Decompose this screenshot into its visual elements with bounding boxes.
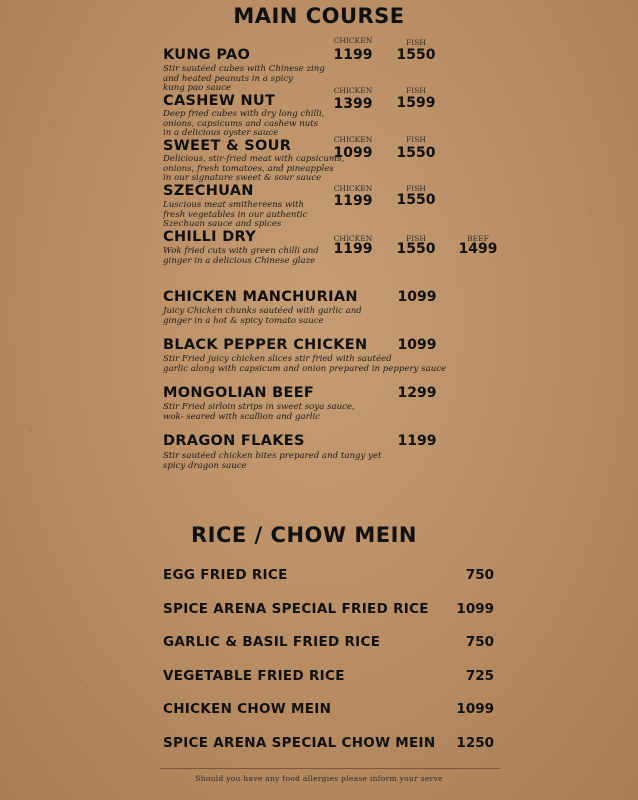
rice-item-price: 750 bbox=[465, 567, 494, 583]
dish-description: Stir Fried sirloin strips in sweet soya sauce, wok- seared with scallion and garlic bbox=[163, 402, 355, 422]
dish-name: SWEET & SOUR bbox=[163, 138, 292, 154]
paper-speck bbox=[610, 520, 612, 522]
price-label: BEEF bbox=[467, 234, 489, 243]
dish-price: 1550 bbox=[396, 145, 436, 161]
footer-divider bbox=[160, 768, 500, 769]
dish-name: KUNG PAO bbox=[163, 47, 251, 63]
dish-description: Stir sautéed cubes with Chinese zing and heated peanuts in a spicy kung pao sauce bbox=[163, 64, 325, 94]
paper-speck bbox=[52, 120, 54, 122]
rice-item-name: VEGETABLE FRIED RICE bbox=[163, 668, 345, 684]
paper-speck bbox=[590, 210, 592, 212]
rice-item-price: 1099 bbox=[456, 601, 494, 617]
rice-item-price: 1250 bbox=[456, 735, 494, 751]
dish-price: 1099 bbox=[333, 145, 373, 161]
dish-description: Deep fried cubes with dry long chilli, onions, capsicums and cashew nuts in a delicious oyster sauce bbox=[163, 109, 325, 139]
dish-price: 1599 bbox=[396, 95, 436, 111]
rice-item-name: GARLIC & BASIL FRIED RICE bbox=[163, 634, 381, 650]
rice-item-name: EGG FRIED RICE bbox=[163, 567, 288, 583]
rice-item-price: 725 bbox=[465, 668, 494, 684]
dish-price: 1550 bbox=[396, 192, 436, 208]
dish-name: MONGOLIAN BEEF bbox=[163, 385, 315, 401]
dish-name: SZECHUAN bbox=[163, 183, 254, 199]
allergy-notice: Should you have any food allergies please inform your serve bbox=[195, 774, 443, 783]
dish-description: Juicy Chicken chunks sautéed with garlic and ginger in a hot & spicy tomato sauce bbox=[163, 306, 362, 326]
price-label: FISH bbox=[406, 234, 426, 243]
dish-name: DRAGON FLAKES bbox=[163, 433, 305, 449]
dish-name: CHILLI DRY bbox=[163, 229, 257, 245]
price-label: FISH bbox=[406, 184, 426, 193]
price-label: CHICKEN bbox=[333, 234, 373, 243]
price-label: FISH bbox=[406, 38, 426, 47]
paper-speck bbox=[30, 430, 32, 432]
dish-price: 1399 bbox=[333, 96, 373, 112]
dish-price: 1299 bbox=[397, 385, 437, 401]
dish-name: CASHEW NUT bbox=[163, 93, 276, 109]
price-label: FISH bbox=[406, 86, 426, 95]
dish-description: Stir Fried juicy chicken slices stir fried with sautéed garlic along with capsicum and onion prepared in peppery sauce bbox=[163, 354, 447, 374]
dish-description: Delicious, stir-fried meat with capsicums, onions, fresh tomatoes, and pineapples in our signature sweet & sour sauce bbox=[163, 154, 345, 184]
rice-item-name: SPICE ARENA SPECIAL CHOW MEIN bbox=[163, 735, 436, 751]
dish-price: 1199 bbox=[397, 433, 437, 449]
rice-section-title: RICE / CHOW MEIN bbox=[191, 523, 417, 547]
rice-item-name: CHICKEN CHOW MEIN bbox=[163, 701, 332, 717]
dish-price: 1199 bbox=[333, 193, 373, 209]
dish-price: 1550 bbox=[396, 47, 436, 63]
dish-description: Wok fried cuts with green chilli and ginger in a delicious Chinese glaze bbox=[163, 246, 319, 266]
dish-description: Stir sautéed chicken bites prepared and tangy yet spicy dragon sauce bbox=[163, 451, 382, 471]
main-course-title: MAIN COURSE bbox=[233, 4, 405, 28]
paper-speck bbox=[80, 680, 82, 682]
price-label: CHICKEN bbox=[333, 86, 373, 95]
dish-price: 1199 bbox=[333, 241, 373, 257]
price-label: FISH bbox=[406, 135, 426, 144]
dish-price: 1199 bbox=[333, 47, 373, 63]
price-label: CHICKEN bbox=[333, 36, 373, 45]
dish-price: 1099 bbox=[397, 289, 437, 305]
dish-description: Luscious meat smithereens with fresh vegetables in our authentic Szechuan sauce and spices bbox=[163, 200, 308, 230]
rice-item-price: 1099 bbox=[456, 701, 494, 717]
price-label: CHICKEN bbox=[333, 135, 373, 144]
dish-price: 1550 bbox=[396, 241, 436, 257]
dish-name: BLACK PEPPER CHICKEN bbox=[163, 337, 368, 353]
price-label: CHICKEN bbox=[333, 184, 373, 193]
rice-item-name: SPICE ARENA SPECIAL FRIED RICE bbox=[163, 601, 429, 617]
dish-name: CHICKEN MANCHURIAN bbox=[163, 289, 358, 305]
dish-price: 1099 bbox=[397, 337, 437, 353]
dish-price: 1499 bbox=[458, 241, 498, 257]
rice-item-price: 750 bbox=[465, 634, 494, 650]
